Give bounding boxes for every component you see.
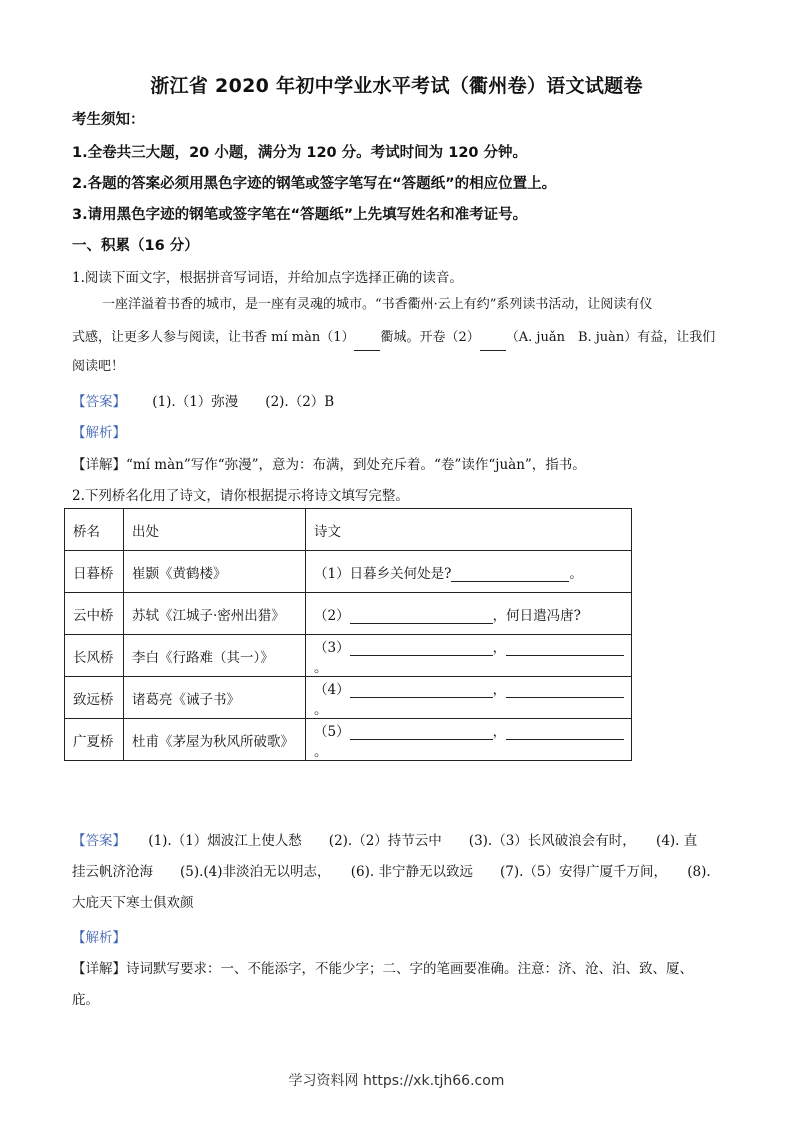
- q2-prompt: 2.下列桥名化用了诗文，请你根据提示将诗文填写完整。: [72, 488, 409, 504]
- bridge-name-cell: 云中桥: [65, 593, 124, 635]
- answer-blank: [350, 683, 493, 698]
- q1-passage-line3: 阅读吧！: [72, 359, 125, 374]
- table-row: [65, 677, 632, 719]
- table-row: [65, 635, 632, 677]
- table-header-row: [65, 509, 632, 551]
- q2-analysis-label: 【解析】: [72, 930, 126, 946]
- poem-cell: [306, 635, 632, 677]
- q1-passage-line2: [72, 324, 715, 351]
- poem-comma: ，: [492, 639, 507, 656]
- q1-answer-label: 【答案】: [72, 394, 126, 410]
- bridge-name-cell: 日暮桥: [65, 551, 124, 593]
- poem-number: （2）: [314, 607, 350, 624]
- q1-detail: 【详解】“mí màn”写作“弥漫”，意为：布满，到处充斥着。“卷”读作“juàn”，指书。: [72, 457, 586, 473]
- poem-end: 。: [314, 659, 328, 676]
- q2-answer-line2: 挂云帆济沧海 (5).(4)非淡泊无以明志， (6). 非宁静无以致远 (7).（5）安得广厦千万间， (8).: [72, 864, 711, 880]
- notice-heading: 考生须知：: [72, 112, 145, 128]
- q1-passage-line1: 一座洋溢着书香的城市，是一座有灵魂的城市。“书香衢州·云上有约”系列读书活动，让阅读有仪: [102, 297, 653, 312]
- q1-answer: [72, 390, 334, 410]
- header-poem: 诗文: [306, 509, 632, 551]
- answer-blank: [506, 683, 624, 698]
- poem-end: 。: [569, 565, 583, 582]
- notice-item-1: 1.全卷共三大题，20 小题，满分为 120 分。考试时间为 120 分钟。: [72, 145, 528, 161]
- table-row: [65, 593, 632, 635]
- poem-table: [64, 508, 632, 761]
- answer-blank: [506, 641, 624, 656]
- source-cell: 苏轼《江城子·密州出猎》: [124, 593, 306, 635]
- poem-number: （3）: [314, 639, 350, 656]
- answer-blank: [350, 725, 493, 740]
- answer-blank: [350, 609, 493, 624]
- notice-item-2: 2.各题的答案必须用黑色字迹的钢笔或签字笔写在“答题纸”的相应位置上。: [72, 176, 557, 192]
- source-cell: 李白《行路难（其一）》: [124, 635, 306, 677]
- poem-end: 。: [314, 701, 328, 718]
- bridge-name-cell: 致远桥: [65, 677, 124, 719]
- q1-analysis-label: 【解析】: [72, 425, 126, 441]
- poem-number: （4）: [314, 681, 350, 698]
- table-row: [65, 551, 632, 593]
- q2-answer-text-1: (1).（1）烟波江上使人愁 (2).（2）持节云中 (3).（3）长风破浪会有时， (4). 直: [148, 833, 698, 849]
- poem-cell: [306, 551, 632, 593]
- poem-number: （1）: [314, 565, 350, 582]
- q2-detail-line2: 庇。: [72, 992, 99, 1008]
- answer-blank: [506, 725, 624, 740]
- poem-number: （5）: [314, 723, 350, 740]
- q1-blank-2: [480, 336, 506, 351]
- bridge-name-cell: 广夏桥: [65, 719, 124, 761]
- poem-text: 日暮乡关何处是?: [349, 565, 452, 582]
- header-source: 出处: [124, 509, 306, 551]
- answer-blank: [451, 567, 569, 582]
- q2-answer-line1: [72, 826, 697, 857]
- q1-passage-part-a: 式感，让更多人参与阅读，让书香 mí màn（1）: [72, 330, 355, 345]
- section-heading: 一、积累（16 分）: [72, 238, 199, 254]
- poem-comma: ，: [492, 723, 507, 740]
- footer-watermark: 学习资料网 https://xk.tjh66.com: [288, 1073, 505, 1089]
- q1-passage-part-c: （A. juǎn B. juàn）有益，让我们: [505, 330, 716, 345]
- notice-item-3: 3.请用黑色字迹的钢笔或签字笔在“答题纸”上先填写姓名和准考证号。: [72, 207, 528, 223]
- poem-cell: [306, 719, 632, 761]
- q1-blank-1: [354, 336, 380, 351]
- source-cell: 崔颢《黄鹤楼》: [124, 551, 306, 593]
- q2-detail-line1: 【详解】诗词默写要求：一、不能添字，不能少字；二、字的笔画要准确。注意：济、沧、泊、致、厦、: [72, 961, 693, 977]
- poem-cell: [306, 593, 632, 635]
- bridge-name-cell: 长风桥: [65, 635, 124, 677]
- table-row: [65, 719, 632, 761]
- poem-cell: [306, 677, 632, 719]
- answer-blank: [350, 641, 493, 656]
- page-title: 浙江省 2020 年初中学业水平考试（衢州卷）语文试题卷: [150, 75, 643, 97]
- q1-prompt: 1.阅读下面文字，根据拼音写词语，并给加点字选择正确的读音。: [72, 270, 463, 286]
- poem-comma: ，: [492, 681, 507, 698]
- poem-end: ，何日遣冯唐?: [492, 607, 581, 624]
- source-cell: 杜甫《茅屋为秋风所破歌》: [124, 719, 306, 761]
- source-cell: 诸葛亮《诫子书》: [124, 677, 306, 719]
- q2-answer-line3: 大庇天下寒士俱欢颜: [72, 895, 194, 911]
- header-bridge-name: 桥名: [65, 509, 124, 551]
- q2-answer-label: 【答案】: [72, 833, 126, 849]
- poem-end: 。: [314, 743, 328, 760]
- q1-passage-part-b: 衢城。开卷（2）: [380, 330, 480, 345]
- q1-answer-text: (1).（1）弥漫 (2).（2）B: [152, 394, 335, 410]
